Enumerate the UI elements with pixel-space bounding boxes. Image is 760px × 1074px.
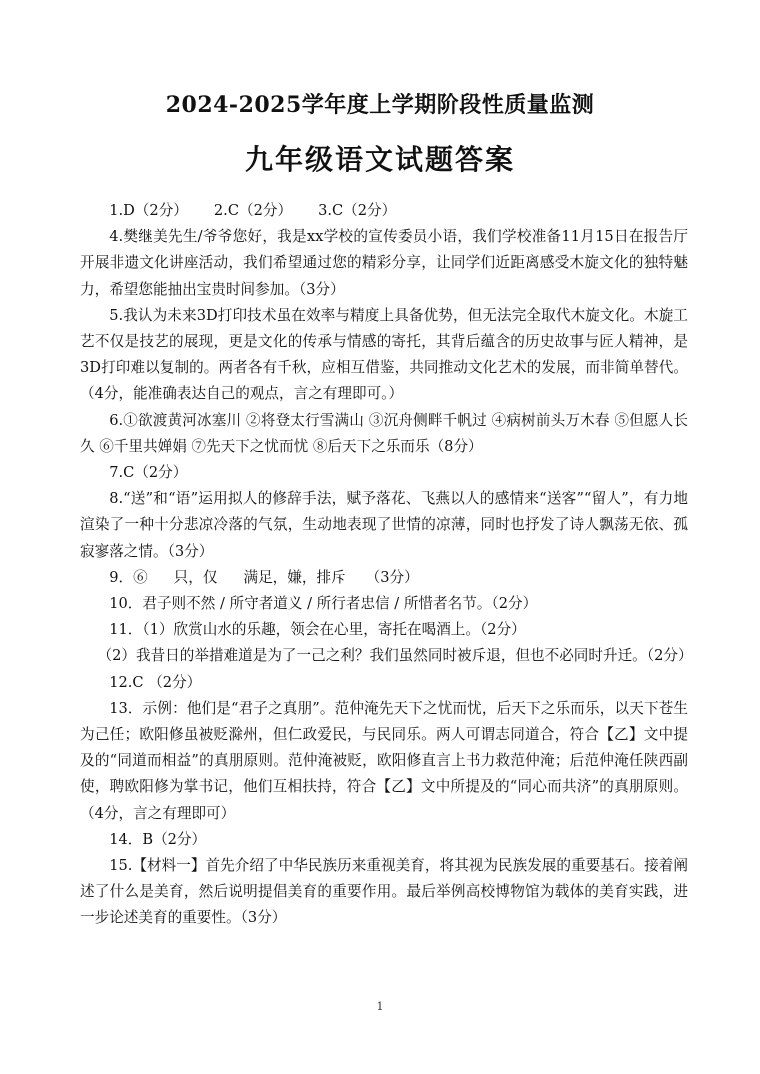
- answer-15: 15.【材料一】首先介绍了中华民族历来重视美育，将其视为民族发展的重要基石。接着阐述了什么是美育，然后说明提倡美育的重要作用。最后举例高校博物馆为载体的美育实践，进一步论述美育的重要性。（3分）: [80, 857, 688, 927]
- answer-5: 5.我认为未来3D打印技术虽在效率与精度上具备优势，但无法完全取代木旋文化。木旋工艺不仅是技艺的展现，更是文化的传承与情感的寄托，其背后蕴含的历史故事与匠人精神，是3D打印难以复制的。两者各有千秋，应相互借鉴，共同推动文化艺术的发展，而非简单替代。（4分，能准确表达自己的观点，言之有理即可。）: [80, 306, 688, 403]
- answer-12: 12.C （2分）: [109, 673, 202, 691]
- answer-2: 2.C（2分）: [213, 202, 293, 219]
- answer-4: 4.樊继美先生/爷爷您好，我是xx学校的宣传委员小语，我们学校准备11月15日在报告厅开展非遗文化讲座活动，我们希望通过您的精彩分享，让同学们近距离感受木旋文化的独特魅力，希望您能抽出宝贵时间参加。（3分）: [80, 228, 688, 298]
- answer-9-score: （3分）: [365, 568, 419, 586]
- answer-row-1-3: [80, 198, 688, 224]
- answer-11-1: 11．（1）欣赏山水的乐趣，领会在心里，寄托在喝酒上。（2分）: [109, 621, 526, 639]
- answer-13: 13．示例：他们是“君子之真朋”。范仲淹先天下之忧而忧，后天下之乐而乐，以天下苍生为己任；欧阳修虽被贬滁州，但仁政爱民，与民同乐。两人可谓志同道合，符合【乙】文中提及的“同道而相益”的真朋原则。范仲淹被贬，欧阳修直言上书力救范仲淹；后范仲淹任陕西副使，聘欧阳修为掌书记，他们互相扶持，符合【乙】文中所提及的“同心而共济”的真朋原则。（4分，言之有理即可）: [80, 699, 688, 822]
- answer-7: 7.C（2分）: [109, 464, 188, 482]
- page-subtitle: 九年级语文试题答案: [244, 143, 515, 176]
- answer-9-part-b: 满足，嫌，排斥: [243, 568, 346, 586]
- answer-9: [80, 565, 688, 591]
- page-title: 2024-2025学年度上学期阶段性质量监测: [165, 92, 595, 118]
- answer-11-2: （2）我昔日的举措难道是为了一己之利？我们虽然同时被斥退，但也不必同时升迁。（2分）: [97, 647, 693, 665]
- answer-1: 1.D（2分）: [109, 202, 188, 219]
- answer-3: 3.C（2分）: [318, 202, 397, 219]
- answer-8: 8.“送”和“语”运用拟人的修辞手法，赋予落花、飞燕以人的感情来“送客”“留人”，有力地渲染了一种十分悲凉冷落的气氛，生动地表现了世情的凉薄，同时也抒发了诗人飘荡无依、孤寂寥落之情。（3分）: [80, 490, 688, 560]
- answer-9-part-a: 只，仅: [173, 568, 218, 586]
- answer-9-number: 9．⑥: [109, 568, 148, 586]
- answers-body: [80, 198, 693, 932]
- answer-10: 10．君子则不然 / 所守者道义 / 所行者忠信 / 所惜者名节。（2分）: [109, 595, 538, 613]
- answer-14: 14．B（2分）: [109, 830, 207, 848]
- answer-6: 6.①欲渡黄河冰塞川 ②将登太行雪满山 ③沉舟侧畔千帆过 ④病树前头万木春 ⑤但愿人长久 ⑥千里共婵娟 ⑦先天下之忧而忧 ⑧后天下之乐而乐（8分）: [80, 411, 688, 455]
- page-number: 1: [376, 1000, 384, 1013]
